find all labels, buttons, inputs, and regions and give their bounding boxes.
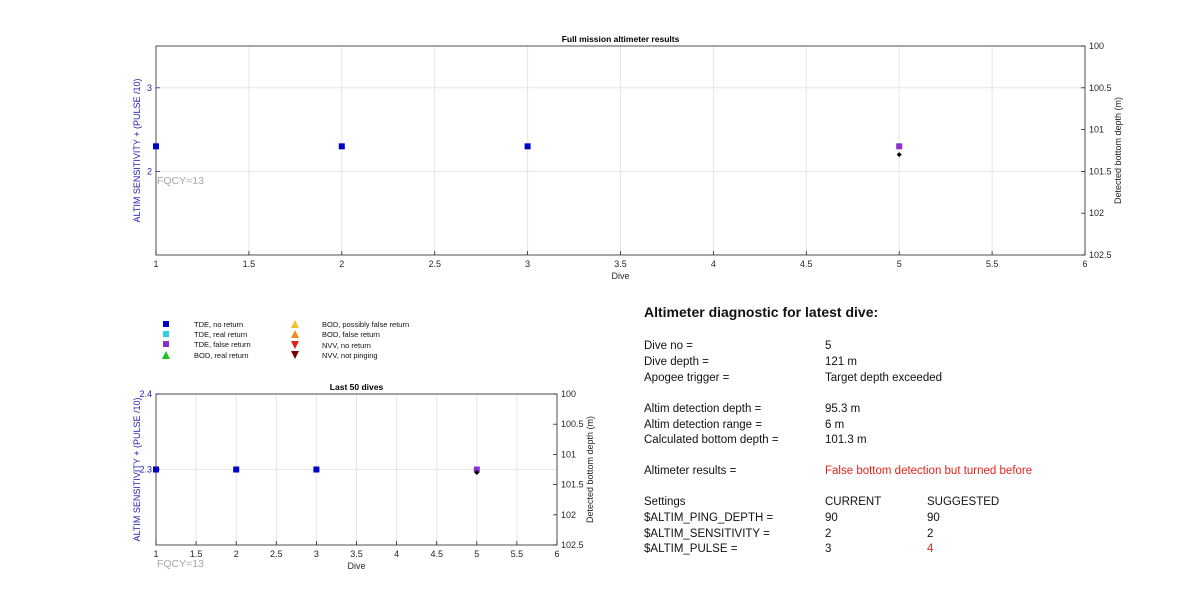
setting-name: $ALTIM_PULSE = [644,543,738,555]
y-left-axis-label: ALTIM SENSITIVITY + (PULSE /10) [132,78,142,223]
legend-label: TDE, real return [194,330,248,339]
setting-suggested: 2 [927,528,934,540]
y-right-tick-label: 100 [1089,41,1105,51]
settings-header-row [644,496,1184,512]
apogee-label: Apogee trigger = [644,372,730,384]
x-tick-label: 1 [153,549,159,559]
detect-range-label: Altim detection range = [644,419,762,431]
y-left-tick-label: 2 [146,166,152,177]
dive-no-label: Dive no = [644,340,693,352]
legend-marker [162,351,170,359]
setting-suggested: 90 [927,512,940,524]
setting-row-pulse [644,543,1184,559]
setting-current: 90 [825,512,838,524]
dive-no-value: 5 [825,340,832,352]
results-label: Altimeter results = [644,465,737,477]
y-right-tick-label: 102.5 [1089,250,1112,260]
legend-label: BOD, real return [194,351,249,360]
x-tick-label: 4.5 [800,259,813,269]
legend-marker [163,331,169,337]
data-point [339,143,345,149]
dive-depth-row [644,356,1184,372]
x-tick-label: 2 [233,549,239,559]
legend-marker [291,351,299,359]
y-right-axis-label: Detected bottom depth (m) [585,415,595,524]
x-tick-label: 2.5 [428,259,441,269]
detect-depth-label: Altim detection depth = [644,403,762,415]
x-tick-label: 6 [554,549,560,559]
last-50-dives-chart [132,382,595,571]
legend-label: TDE, false return [194,340,251,349]
bottom-depth-point [897,152,902,157]
y-left-tick-label: 2.4 [139,389,152,399]
x-tick-label: 4 [710,259,716,269]
diagnostic-title: Altimeter diagnostic for latest dive: [644,304,879,320]
settings-label: Settings [644,496,686,508]
legend-marker [163,321,169,327]
apogee-row [644,372,1184,388]
x-tick-label: 4.5 [430,549,443,559]
x-tick-label: 2 [339,259,345,269]
detect-range-row [644,419,1184,435]
chart-title: Full mission altimeter results [561,34,680,44]
fqcy-annotation: FQCY=13 [157,558,204,570]
x-tick-label: 3.5 [614,259,627,269]
x-tick-label: 4 [394,549,400,559]
setting-current: 2 [825,528,832,540]
legend-label: NVV, not pinging [322,351,378,360]
y-right-tick-label: 100.5 [1089,82,1112,93]
x-tick-label: 3.5 [350,549,363,559]
y-right-tick-label: 100.5 [561,419,584,430]
x-tick-label: 3 [313,549,319,559]
y-right-tick-label: 102 [561,509,577,520]
x-tick-label: 6 [1082,259,1088,269]
data-point [525,143,531,149]
y-right-tick-label: 100 [561,389,577,399]
x-tick-label: 1.5 [189,549,203,559]
data-point [153,467,159,473]
y-right-tick-label: 101.5 [561,479,584,490]
results-value: False bottom detection but turned before [825,465,1033,477]
x-tick-label: 2.5 [270,549,283,559]
x-axis-label: Dive [347,561,366,571]
legend-label: TDE, no return [194,320,244,329]
legend [162,320,409,360]
legend-label: NVV, no return [322,341,371,350]
x-tick-label: 5 [474,549,480,559]
dive-depth-label: Dive depth = [644,356,709,368]
apogee-value: Target depth exceeded [825,372,943,384]
y-left-tick-label: 2.3 [139,464,152,475]
y-right-tick-label: 101 [1089,124,1105,135]
detect-depth-row [644,403,1184,419]
y-left-axis-label: ALTIM SENSITIVITY + (PULSE /10) [132,397,142,542]
legend-marker [163,341,169,347]
legend-marker [291,320,299,328]
calc-bottom-value: 101.3 m [825,434,867,446]
y-right-tick-label: 102.5 [561,540,584,550]
x-tick-label: 5 [896,259,902,269]
x-tick-label: 5.5 [510,549,524,559]
dive-no-row [644,340,1184,356]
calc-bottom-label: Calculated bottom depth = [644,434,779,446]
setting-current: 3 [825,543,832,555]
chart-title: Last 50 dives [329,382,384,392]
x-tick-label: 5.5 [985,259,999,269]
setting-row-sensitivity [644,528,1184,544]
y-right-tick-label: 101.5 [1089,166,1112,177]
full-mission-chart [132,34,1123,281]
calc-bottom-row [644,434,1184,450]
x-axis-label: Dive [611,271,630,281]
y-left-tick-label: 3 [146,82,152,93]
legend-marker [291,341,299,349]
setting-suggested: 4 [927,543,934,555]
results-row [644,465,1184,481]
setting-name: $ALTIM_SENSITIVITY = [644,528,770,540]
dive-depth-value: 121 m [825,356,857,368]
current-header: CURRENT [825,496,882,508]
y-right-tick-label: 101 [561,449,577,460]
data-point [233,467,239,473]
setting-name: $ALTIM_PING_DEPTH = [644,512,774,524]
legend-marker [291,330,299,338]
legend-label: BOD, possibly false return [322,320,410,329]
data-point [153,143,159,149]
x-tick-label: 1.5 [242,259,256,269]
detect-depth-value: 95.3 m [825,403,861,415]
x-tick-label: 1 [153,259,159,269]
y-right-axis-label: Detected bottom depth (m) [1113,96,1123,205]
legend-label: BOD, false return [322,330,380,339]
fqcy-annotation: FQCY=13 [157,175,204,187]
y-right-tick-label: 102 [1089,208,1105,219]
x-tick-label: 3 [525,259,531,269]
data-point [313,467,319,473]
setting-row-ping-depth [644,512,1184,528]
data-point [896,143,902,149]
suggested-header: SUGGESTED [927,496,1000,508]
detect-range-value: 6 m [825,419,845,431]
